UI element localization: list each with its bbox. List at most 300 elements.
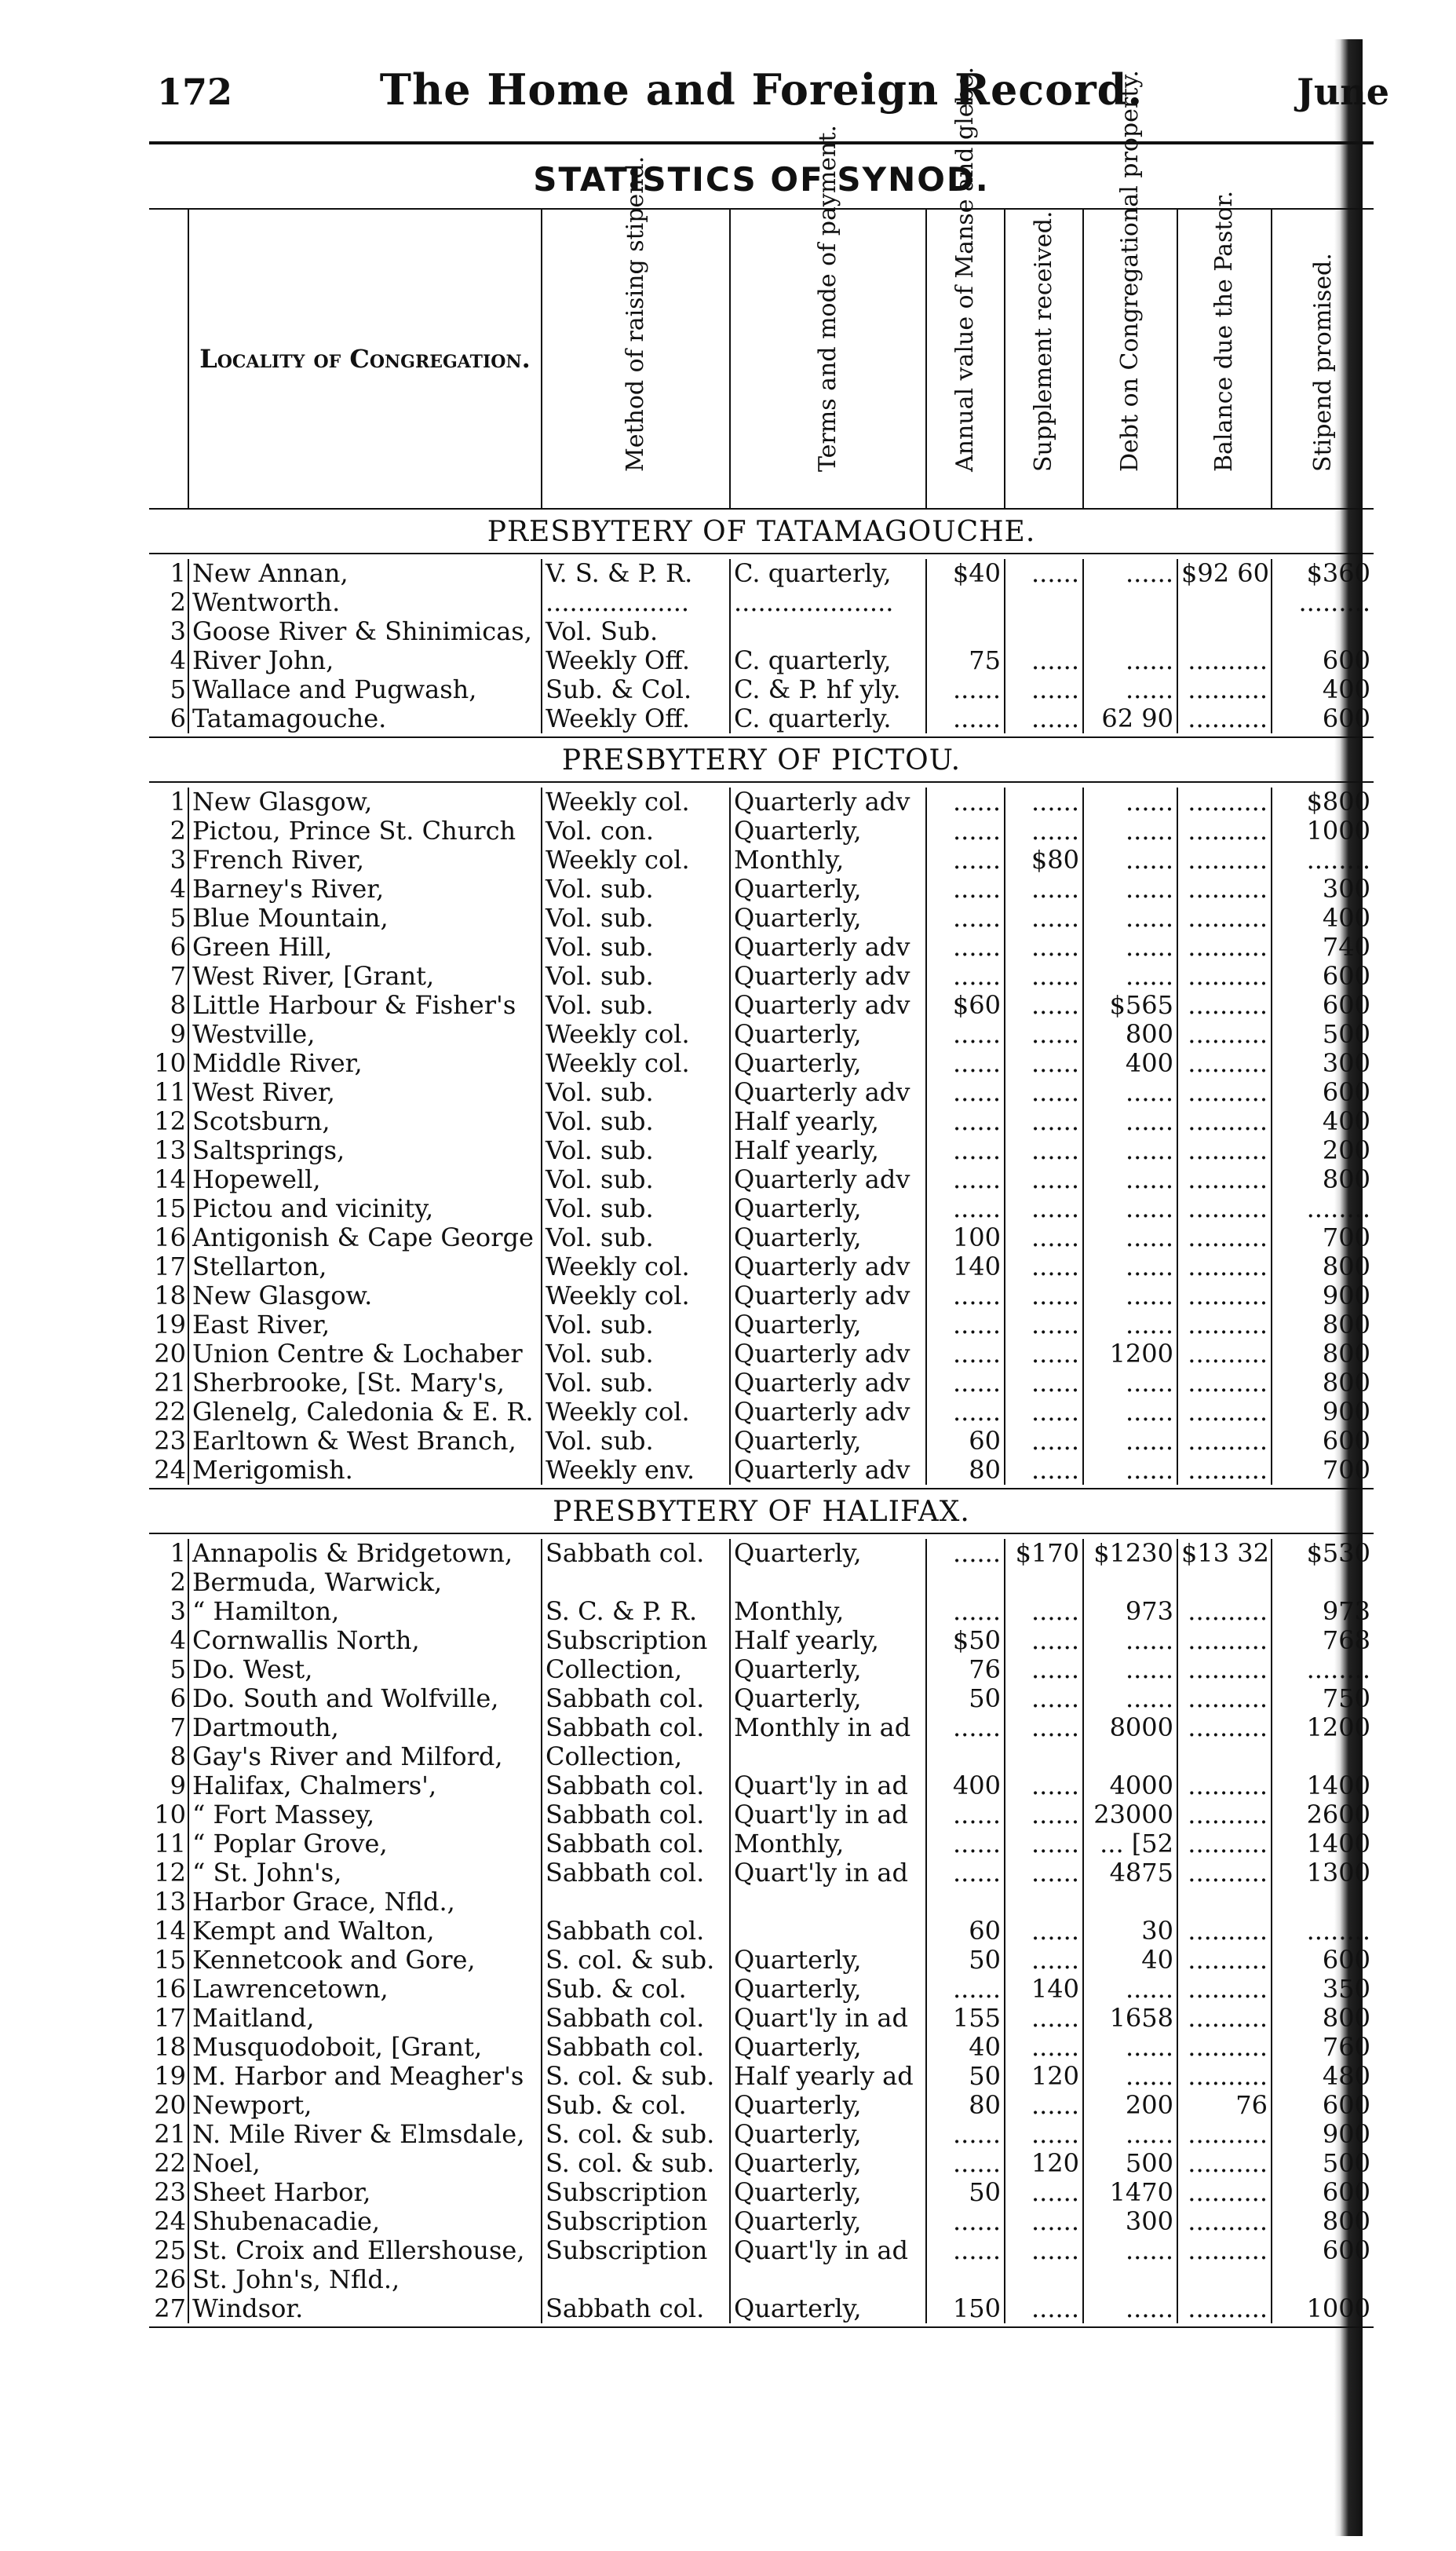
supplement-cell: ...... <box>1005 1369 1083 1398</box>
balance-cell: .......... <box>1177 817 1272 846</box>
supplement-cell: ...... <box>1005 991 1083 1020</box>
supplement-cell: ...... <box>1005 933 1083 962</box>
stipend-cell: 600 <box>1272 962 1374 991</box>
presbytery-title: PRESBYTERY OF PICTOU. <box>561 744 962 777</box>
balance-cell: .......... <box>1177 1800 1272 1829</box>
method-cell: Sub. & Col. <box>542 675 730 704</box>
stipend-cell: 300 <box>1272 1049 1374 1078</box>
locality-cell: West River, <box>188 1078 542 1107</box>
row-number: 18 <box>154 2033 186 2062</box>
table-row <box>149 1223 1374 1252</box>
balance-cell: .......... <box>1177 1281 1272 1310</box>
table-row <box>149 1684 1374 1713</box>
balance-cell: .......... <box>1177 1078 1272 1107</box>
method-cell <box>542 1888 730 1917</box>
row-number: 19 <box>154 1310 186 1339</box>
issue-month: June <box>1297 71 1389 113</box>
manse-cell <box>926 1742 1005 1771</box>
method-cell: Vol. sub. <box>542 991 730 1020</box>
stipend-cell: 800 <box>1272 1165 1374 1194</box>
locality-cell: Annapolis & Bridgetown, <box>188 1539 542 1568</box>
supplement-cell: $80 <box>1005 846 1083 875</box>
balance-cell: .......... <box>1177 1626 1272 1655</box>
table-row <box>149 2004 1374 2033</box>
debt-cell: ...... <box>1083 2236 1177 2265</box>
debt-cell: 200 <box>1083 2091 1177 2120</box>
manse-header-text: Annual value of Manse and glebe. <box>951 67 979 472</box>
running-header <box>149 47 1389 141</box>
method-cell: Weekly Off. <box>542 704 730 733</box>
locality-cell: N. Mile River & Elmsdale, <box>188 2120 542 2149</box>
method-cell: .................. <box>542 588 730 617</box>
terms-cell: Monthly in ad <box>730 1713 926 1742</box>
method-cell: Sabbath col. <box>542 2004 730 2033</box>
manse-cell: 50 <box>926 2178 1005 2207</box>
supplement-cell: ...... <box>1005 1078 1083 1107</box>
table-row <box>149 875 1374 904</box>
balance-cell: .......... <box>1177 2062 1272 2091</box>
row-number: 15 <box>154 1946 186 1975</box>
supplement-cell: ...... <box>1005 1223 1083 1252</box>
debt-cell: ...... <box>1083 675 1177 704</box>
method-header-text: Method of raising stipend. <box>622 155 649 472</box>
stipend-cell: ........ <box>1272 1194 1374 1223</box>
debt-cell: ...... <box>1083 1223 1177 1252</box>
table-row <box>149 2236 1374 2265</box>
locality-cell: St. Croix and Ellershouse, <box>188 2236 542 2265</box>
supplement-cell: ...... <box>1005 1427 1083 1456</box>
locality-cell: River John, <box>188 646 542 675</box>
presbytery-sections <box>149 510 1374 2328</box>
stipend-cell: 800 <box>1272 2207 1374 2236</box>
section-bottom-rule <box>149 2326 1374 2328</box>
stipend-cell: 400 <box>1272 675 1374 704</box>
balance-cell: .......... <box>1177 2207 1272 2236</box>
row-number: 1 <box>170 559 186 588</box>
method-cell: Sabbath col. <box>542 1800 730 1829</box>
locality-cell: Gay's River and Milford, <box>188 1742 542 1771</box>
supplement-cell <box>1005 1568 1083 1597</box>
table-row <box>149 962 1374 991</box>
supplement-cell: ...... <box>1005 1310 1083 1339</box>
row-number: 5 <box>170 1655 186 1684</box>
supplement-cell: ...... <box>1005 2091 1083 2120</box>
terms-cell: Quarterly, <box>730 1427 926 1456</box>
locality-cell: Scotsburn, <box>188 1107 542 1136</box>
manse-cell: ...... <box>926 1281 1005 1310</box>
debt-cell: 62 90 <box>1083 704 1177 733</box>
terms-cell: Quarterly, <box>730 1049 926 1078</box>
supplement-cell: ...... <box>1005 2178 1083 2207</box>
terms-cell: Quarterly, <box>730 875 926 904</box>
manse-cell: 50 <box>926 1684 1005 1713</box>
row-number: 5 <box>170 675 186 704</box>
table-row <box>149 2207 1374 2236</box>
supplement-header <box>1005 209 1083 508</box>
method-cell: Subscription <box>542 2207 730 2236</box>
locality-cell: Union Centre & Lochaber <box>188 1339 542 1369</box>
table-row <box>149 1107 1374 1136</box>
manse-cell: ...... <box>926 1049 1005 1078</box>
balance-cell: .......... <box>1177 1165 1272 1194</box>
row-number: 17 <box>154 2004 186 2033</box>
balance-cell: .......... <box>1177 1107 1272 1136</box>
debt-cell: ...... <box>1083 1252 1177 1281</box>
stipend-cell <box>1272 1568 1374 1597</box>
terms-cell: .................... <box>730 588 926 617</box>
stipend-cell: 200 <box>1272 1136 1374 1165</box>
row-number: 2 <box>170 588 186 617</box>
stipend-cell: 973 <box>1272 1597 1374 1626</box>
manse-cell: 155 <box>926 2004 1005 2033</box>
supplement-cell: ...... <box>1005 1626 1083 1655</box>
balance-cell: .......... <box>1177 2178 1272 2207</box>
manse-cell: ...... <box>926 846 1005 875</box>
supplement-cell: ...... <box>1005 1655 1083 1684</box>
manse-header <box>926 67 1005 508</box>
debt-cell: ...... <box>1083 846 1177 875</box>
row-number: 4 <box>170 646 186 675</box>
locality-cell: Tatamagouche. <box>188 704 542 733</box>
balance-cell: .......... <box>1177 1597 1272 1626</box>
method-cell: Vol. sub. <box>542 1339 730 1369</box>
table-row <box>149 646 1374 675</box>
supplement-cell: ...... <box>1005 1339 1083 1369</box>
presbytery-title: PRESBYTERY OF HALIFAX. <box>553 1496 970 1528</box>
terms-cell: Quarterly, <box>730 2207 926 2236</box>
method-cell: Sub. & col. <box>542 2091 730 2120</box>
debt-cell: ...... <box>1083 1975 1177 2004</box>
row-number: 13 <box>154 1888 186 1917</box>
row-number: 11 <box>154 1829 186 1858</box>
method-cell: Sabbath col. <box>542 1829 730 1858</box>
method-cell: S. col. & sub. <box>542 2062 730 2091</box>
locality-cell: “ Poplar Grove, <box>188 1829 542 1858</box>
row-number: 20 <box>154 2091 186 2120</box>
row-number: 11 <box>154 1078 186 1107</box>
table-row <box>149 2265 1374 2294</box>
method-cell: Weekly col. <box>542 788 730 817</box>
method-cell: S. col. & sub. <box>542 2120 730 2149</box>
locality-cell: Halifax, Chalmers', <box>188 1771 542 1800</box>
method-cell: Subscription <box>542 2236 730 2265</box>
method-cell: Vol. sub. <box>542 1223 730 1252</box>
section-title: STATISTICS OF SYNOD. <box>533 160 990 199</box>
manse-cell: $60 <box>926 991 1005 1020</box>
supplement-cell: ...... <box>1005 2294 1083 2323</box>
manse-cell: 50 <box>926 2062 1005 2091</box>
debt-cell: ...... <box>1083 2120 1177 2149</box>
stipend-cell: 1000 <box>1272 817 1374 846</box>
debt-cell: ...... <box>1083 2062 1177 2091</box>
debt-cell: 300 <box>1083 2207 1177 2236</box>
manse-cell: ...... <box>926 1020 1005 1049</box>
manse-cell <box>926 588 1005 617</box>
supplement-cell: ...... <box>1005 1107 1083 1136</box>
terms-cell <box>730 1742 926 1771</box>
row-number: 3 <box>170 617 186 646</box>
supplement-cell: ...... <box>1005 1917 1083 1946</box>
manse-cell: ...... <box>926 675 1005 704</box>
manse-cell: ...... <box>926 2149 1005 2178</box>
terms-header-text: Terms and mode of payment. <box>814 125 841 472</box>
debt-cell: ...... <box>1083 646 1177 675</box>
terms-cell: Quart'ly in ad <box>730 2004 926 2033</box>
supplement-cell: ...... <box>1005 1194 1083 1223</box>
terms-cell: Monthly, <box>730 1829 926 1858</box>
table-row <box>149 588 1374 617</box>
debt-cell: 1200 <box>1083 1339 1177 1369</box>
locality-cell: Middle River, <box>188 1049 542 1078</box>
method-cell: Collection, <box>542 1655 730 1684</box>
supplement-cell: ...... <box>1005 1456 1083 1485</box>
locality-cell: Bermuda, Warwick, <box>188 1568 542 1597</box>
row-number: 17 <box>154 1252 186 1281</box>
terms-cell: Quarterly, <box>730 1684 926 1713</box>
stipend-cell <box>1272 1742 1374 1771</box>
supplement-cell: ...... <box>1005 1165 1083 1194</box>
terms-cell: Quarterly, <box>730 817 926 846</box>
manse-cell: 80 <box>926 1456 1005 1485</box>
manse-cell <box>926 617 1005 646</box>
stipend-cell <box>1272 617 1374 646</box>
stipend-cell: 600 <box>1272 646 1374 675</box>
locality-cell: Green Hill, <box>188 933 542 962</box>
locality-header <box>188 209 542 508</box>
row-number: 5 <box>170 904 186 933</box>
stipend-cell: 700 <box>1272 1456 1374 1485</box>
terms-cell <box>730 1568 926 1597</box>
manse-cell: ...... <box>926 1713 1005 1742</box>
supplement-cell: ...... <box>1005 1829 1083 1858</box>
locality-cell: Do. South and Wolfville, <box>188 1684 542 1713</box>
terms-cell: Quarterly, <box>730 904 926 933</box>
manse-cell: 50 <box>926 1946 1005 1975</box>
row-number: 1 <box>170 788 186 817</box>
locality-cell: Pictou and vicinity, <box>188 1194 542 1223</box>
debt-cell <box>1083 588 1177 617</box>
table-row <box>149 2120 1374 2149</box>
method-cell: Sabbath col. <box>542 1917 730 1946</box>
manse-cell: 80 <box>926 2091 1005 2120</box>
balance-cell: .......... <box>1177 2004 1272 2033</box>
stipend-cell: 700 <box>1272 1223 1374 1252</box>
locality-cell: Lawrencetown, <box>188 1975 542 2004</box>
row-number: 25 <box>154 2236 186 2265</box>
table-row <box>149 846 1374 875</box>
page-number: 172 <box>157 71 233 113</box>
balance-cell: .......... <box>1177 962 1272 991</box>
debt-cell: ...... <box>1083 2294 1177 2323</box>
balance-cell: .......... <box>1177 1456 1272 1485</box>
debt-cell: 973 <box>1083 1597 1177 1626</box>
manse-cell <box>926 1888 1005 1917</box>
method-cell: Collection, <box>542 1742 730 1771</box>
manse-cell: 60 <box>926 1427 1005 1456</box>
balance-cell <box>1177 1568 1272 1597</box>
supplement-cell: ...... <box>1005 2207 1083 2236</box>
balance-cell <box>1177 2265 1272 2294</box>
locality-cell: Antigonish & Cape George <box>188 1223 542 1252</box>
row-number: 15 <box>154 1194 186 1223</box>
supplement-cell: ...... <box>1005 646 1083 675</box>
method-cell: S. col. & sub. <box>542 1946 730 1975</box>
method-cell: Subscription <box>542 2178 730 2207</box>
locality-cell: Kempt and Walton, <box>188 1917 542 1946</box>
locality-cell: Maitland, <box>188 2004 542 2033</box>
manse-cell: ...... <box>926 2207 1005 2236</box>
debt-cell <box>1083 2265 1177 2294</box>
method-cell: S. C. & P. R. <box>542 1597 730 1626</box>
debt-cell: 30 <box>1083 1917 1177 1946</box>
supplement-cell: ...... <box>1005 1020 1083 1049</box>
table-row <box>149 1194 1374 1223</box>
balance-cell: .......... <box>1177 2294 1272 2323</box>
table-row <box>149 788 1374 817</box>
table-row <box>149 1858 1374 1888</box>
debt-cell: ...... <box>1083 1684 1177 1713</box>
terms-cell: Monthly, <box>730 846 926 875</box>
method-cell: Vol. sub. <box>542 933 730 962</box>
locality-cell: Cornwallis North, <box>188 1626 542 1655</box>
table-row <box>149 2033 1374 2062</box>
debt-cell: ...... <box>1083 1165 1177 1194</box>
manse-cell: ...... <box>926 875 1005 904</box>
supplement-cell: ...... <box>1005 1713 1083 1742</box>
stipend-cell: 400 <box>1272 904 1374 933</box>
manse-cell: $50 <box>926 1626 1005 1655</box>
balance-cell: .......... <box>1177 1369 1272 1398</box>
row-number: 10 <box>154 1800 186 1829</box>
table-row <box>149 1975 1374 2004</box>
manse-cell: 100 <box>926 1223 1005 1252</box>
supplement-cell: ...... <box>1005 704 1083 733</box>
row-number: 6 <box>170 704 186 733</box>
terms-cell: Quarterly, <box>730 2120 926 2149</box>
table-row <box>149 1888 1374 1917</box>
terms-cell <box>730 2265 926 2294</box>
manse-cell: 76 <box>926 1655 1005 1684</box>
table-row <box>149 1742 1374 1771</box>
table-row <box>149 1165 1374 1194</box>
locality-cell: Windsor. <box>188 2294 542 2323</box>
table-row <box>149 1281 1374 1310</box>
stipend-cell: ........ <box>1272 1655 1374 1684</box>
stipend-cell: 350 <box>1272 1975 1374 2004</box>
manse-cell: ...... <box>926 1398 1005 1427</box>
balance-cell: .......... <box>1177 788 1272 817</box>
stipend-cell <box>1272 2265 1374 2294</box>
balance-cell: .......... <box>1177 1427 1272 1456</box>
row-number: 14 <box>154 1917 186 1946</box>
supplement-cell: ...... <box>1005 788 1083 817</box>
stipend-cell: 600 <box>1272 1078 1374 1107</box>
locality-cell: Newport, <box>188 2091 542 2120</box>
stipend-cell: ........ <box>1272 1917 1374 1946</box>
table-row <box>149 559 1374 588</box>
manse-cell: ...... <box>926 1369 1005 1398</box>
locality-cell: West River, [Grant, <box>188 962 542 991</box>
balance-cell: .......... <box>1177 1252 1272 1281</box>
manse-cell <box>926 2265 1005 2294</box>
supplement-cell: ...... <box>1005 1800 1083 1829</box>
method-cell: Vol. con. <box>542 817 730 846</box>
terms-cell: Half yearly ad <box>730 2062 926 2091</box>
supplement-cell: ...... <box>1005 1771 1083 1800</box>
terms-cell: C. quarterly, <box>730 559 926 588</box>
row-number: 20 <box>154 1339 186 1369</box>
debt-cell: ...... <box>1083 1310 1177 1339</box>
debt-cell <box>1083 1888 1177 1917</box>
supplement-cell: ...... <box>1005 1049 1083 1078</box>
terms-cell: Quarterly, <box>730 1310 926 1339</box>
terms-cell: Quarterly, <box>730 1946 926 1975</box>
method-cell: Vol. sub. <box>542 962 730 991</box>
terms-cell: Quarterly, <box>730 2178 926 2207</box>
manse-cell: 40 <box>926 2033 1005 2062</box>
locality-cell: Dartmouth, <box>188 1713 542 1742</box>
supplement-cell: ...... <box>1005 2236 1083 2265</box>
locality-cell: “ St. John's, <box>188 1858 542 1888</box>
supplement-cell: ...... <box>1005 962 1083 991</box>
stipend-cell: 800 <box>1272 1310 1374 1339</box>
journal-title: The Home and Foreign Record. <box>379 64 1144 115</box>
stipend-cell: ......... <box>1272 588 1374 617</box>
locality-cell: Pictou, Prince St. Church <box>188 817 542 846</box>
debt-header-text: Debt on Congregational property. <box>1116 70 1144 472</box>
supplement-cell: ...... <box>1005 1281 1083 1310</box>
manse-cell: $40 <box>926 559 1005 588</box>
supplement-cell: $170 <box>1005 1539 1083 1568</box>
terms-cell: Quarterly, <box>730 2149 926 2178</box>
method-cell: Vol. sub. <box>542 1107 730 1136</box>
row-number: 9 <box>170 1771 186 1800</box>
table-row <box>149 2062 1374 2091</box>
supplement-cell: ...... <box>1005 2004 1083 2033</box>
debt-cell: 800 <box>1083 1020 1177 1049</box>
manse-cell: ...... <box>926 933 1005 962</box>
row-number: 8 <box>170 1742 186 1771</box>
balance-cell: .......... <box>1177 1684 1272 1713</box>
method-cell: Vol. sub. <box>542 1310 730 1339</box>
manse-cell: ...... <box>926 817 1005 846</box>
stipend-cell: 500 <box>1272 1020 1374 1049</box>
supplement-cell: ...... <box>1005 1597 1083 1626</box>
supplement-cell: 140 <box>1005 1975 1083 2004</box>
stipend-cell: 1400 <box>1272 1771 1374 1800</box>
header-rule <box>149 141 1374 144</box>
locality-cell: Westville, <box>188 1020 542 1049</box>
debt-cell: 500 <box>1083 2149 1177 2178</box>
locality-cell: Noel, <box>188 2149 542 2178</box>
method-cell: Weekly col. <box>542 846 730 875</box>
supplement-cell <box>1005 617 1083 646</box>
stipend-cell: $360 <box>1272 559 1374 588</box>
table-row <box>149 1568 1374 1597</box>
terms-cell: Quarterly, <box>730 1223 926 1252</box>
terms-cell: Quarterly adv <box>730 991 926 1020</box>
row-number: 22 <box>154 2149 186 2178</box>
row-number: 26 <box>154 2265 186 2294</box>
balance-cell: $92 60 <box>1177 559 1272 588</box>
balance-header <box>1177 190 1272 508</box>
terms-cell: C. quarterly. <box>730 704 926 733</box>
manse-cell: ...... <box>926 2120 1005 2149</box>
supplement-cell: ...... <box>1005 1398 1083 1427</box>
supplement-cell: ...... <box>1005 1136 1083 1165</box>
method-cell: Vol. sub. <box>542 875 730 904</box>
row-number: 12 <box>154 1107 186 1136</box>
